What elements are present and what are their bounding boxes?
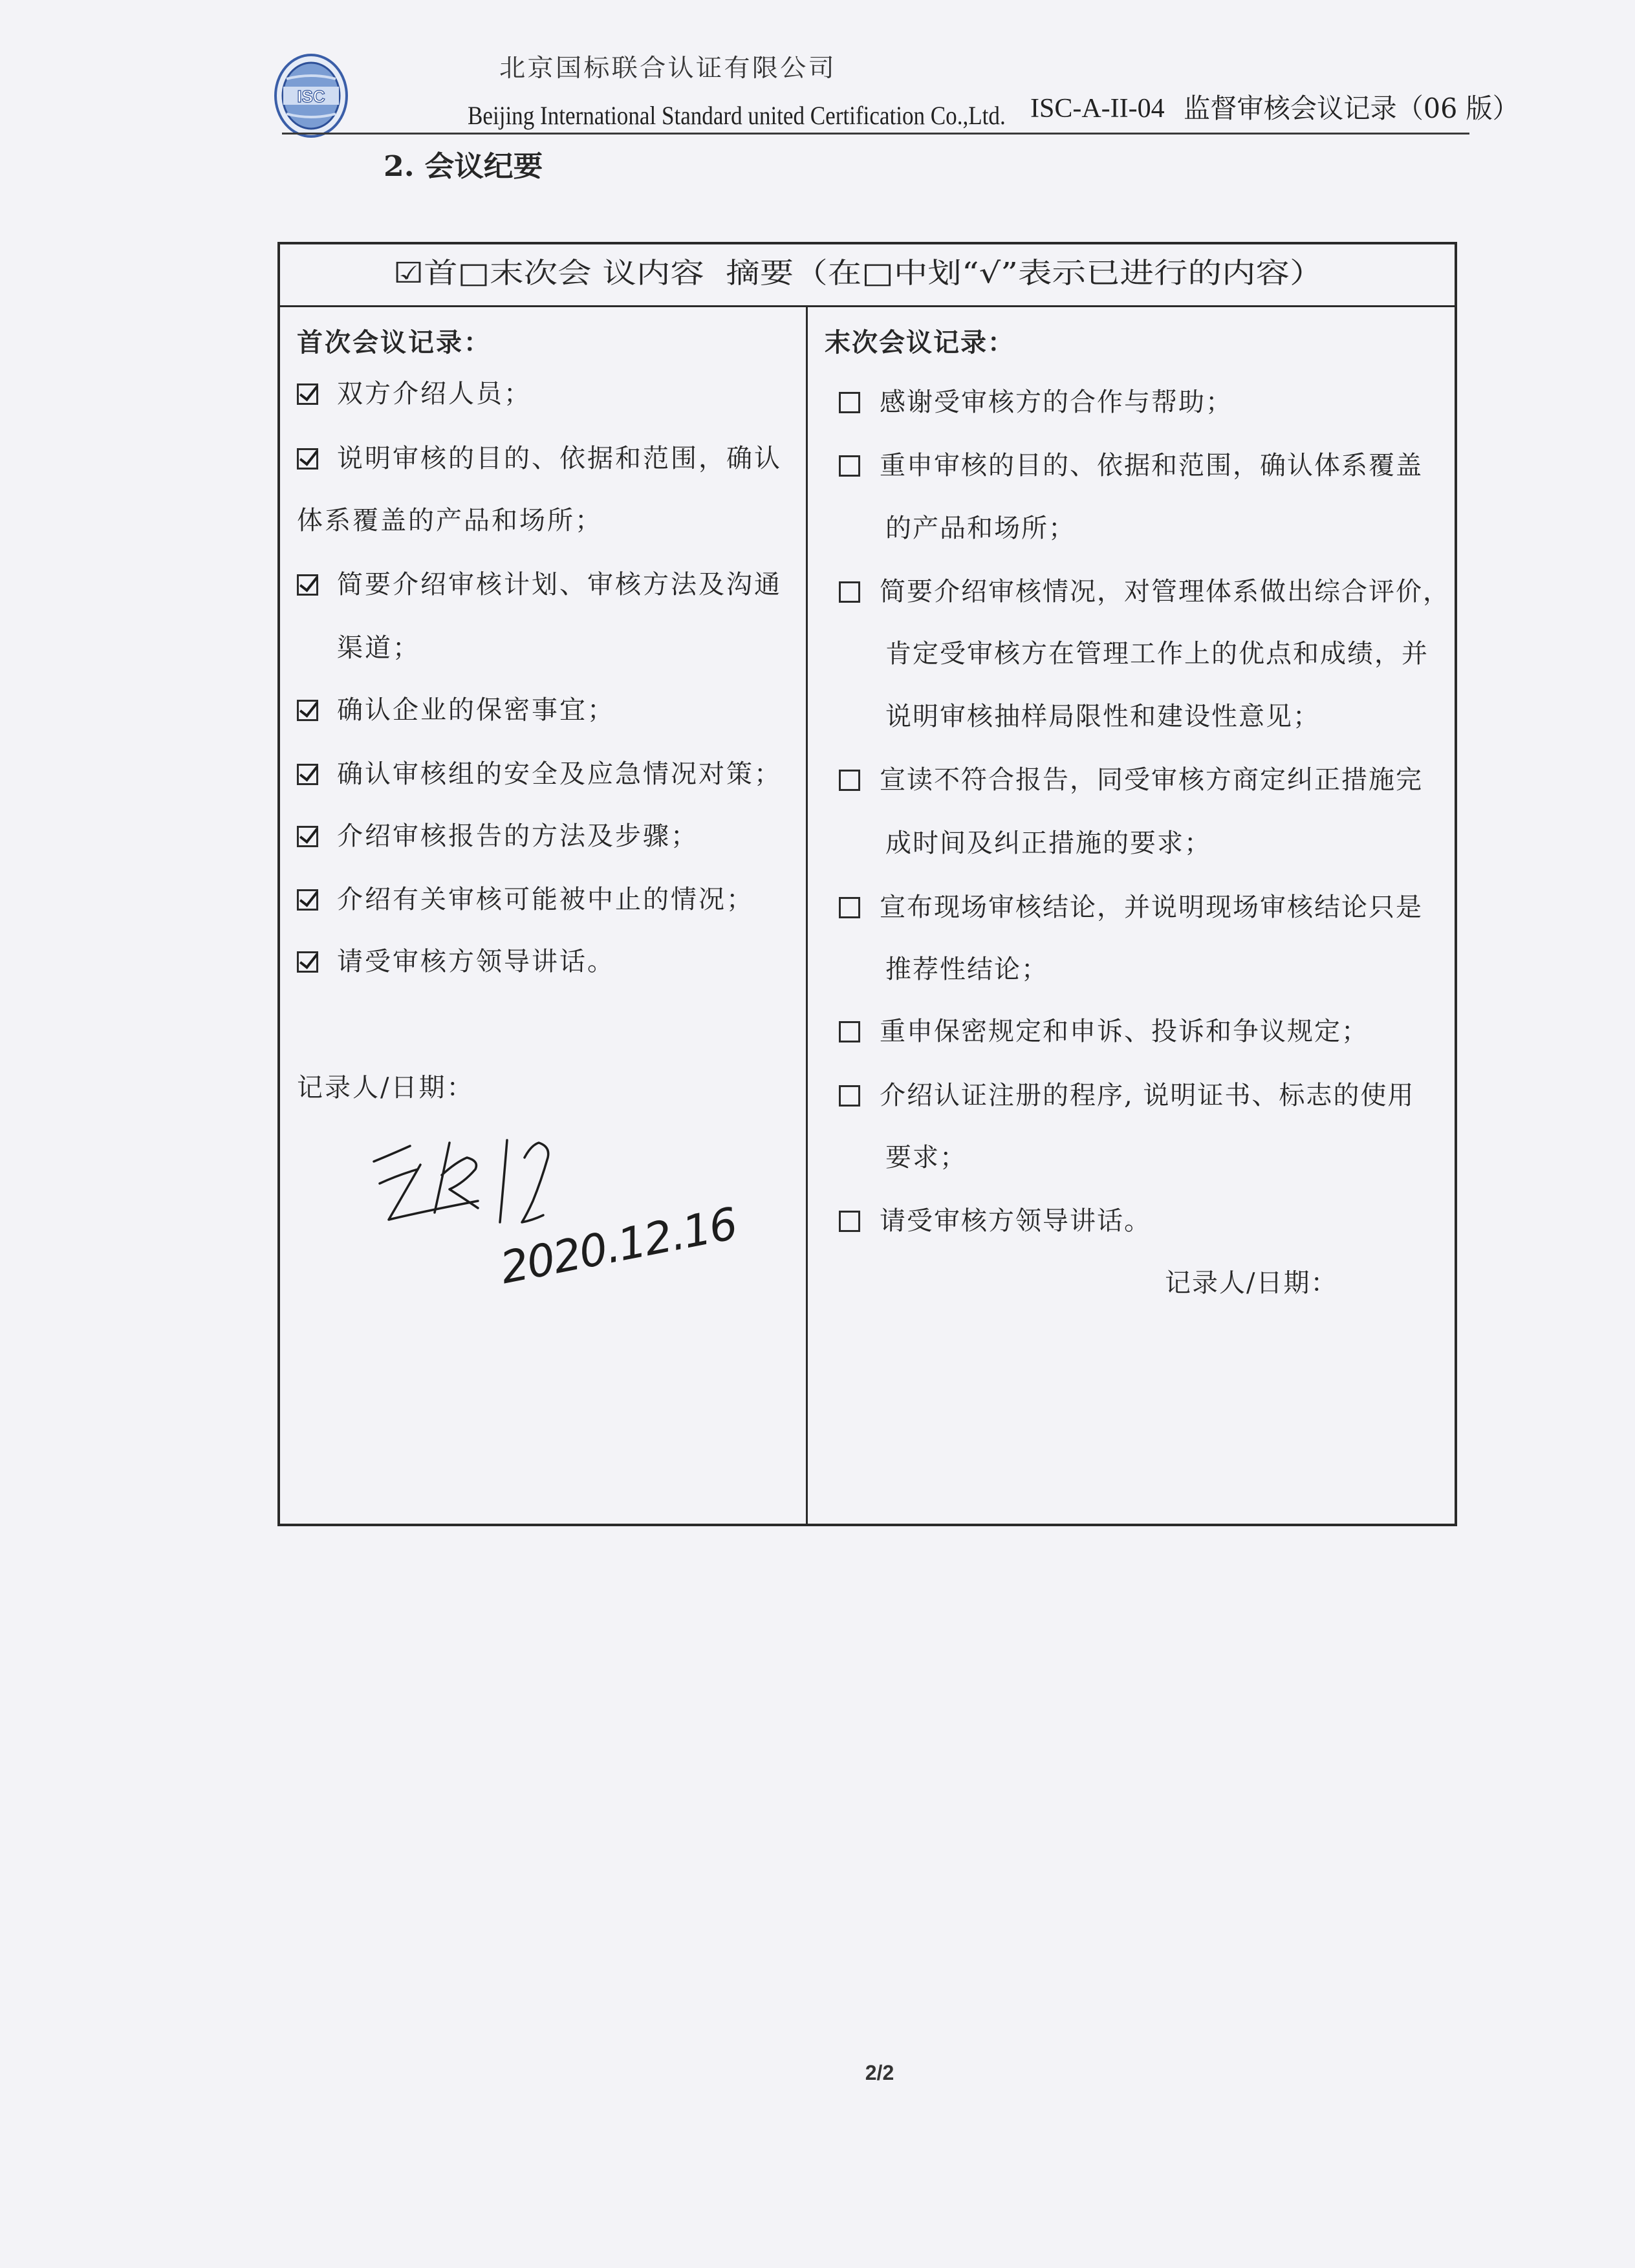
last-meeting-item-text: 介绍认证注册的程序, 说明证书、标志的使用: [880, 1081, 1415, 1110]
signature-stroke: [522, 1143, 548, 1222]
first-meeting-item-text: 体系覆盖的产品和场所；: [297, 506, 603, 535]
first-meeting-item-text: 简要介绍审核计划、审核方法及沟通: [337, 570, 782, 599]
checkbox[interactable]: [839, 897, 860, 918]
first-meeting-recorder-label: 记录人/日期：: [297, 1073, 475, 1103]
checkbox[interactable]: [839, 1211, 860, 1232]
signature: [365, 1129, 559, 1238]
signature-stroke: [374, 1146, 410, 1161]
last-meeting-item-text: 成时间及纠正措施的要求；: [885, 828, 1211, 858]
checkbox[interactable]: [839, 581, 860, 603]
first-meeting-item-text: 请受审核方领导讲话。: [337, 947, 615, 977]
table-header-text: ☑首□末次会 议内容 摘要（在□中划“√”表示已进行的内容）: [393, 257, 1324, 290]
checkbox[interactable]: [297, 574, 318, 596]
last-meeting-item-text: 推荐性结论；: [885, 955, 1048, 984]
checkbox[interactable]: [297, 700, 318, 721]
last-meeting-item-text: 重申保密规定和申诉、投诉和争议规定；: [880, 1017, 1369, 1046]
first-meeting-item-text: 双方介绍人员；: [337, 379, 532, 409]
header-divider: [282, 133, 1469, 135]
checkbox[interactable]: [839, 1085, 860, 1107]
last-meeting-item-text: 的产品和场所；: [885, 513, 1076, 543]
page-number: 2/2: [865, 2061, 894, 2084]
last-meeting-item-text: 肯定受审核方在管理工作上的优点和成绩，并: [885, 639, 1429, 669]
last-meeting-title: 末次会议记录：: [825, 327, 1015, 358]
first-meeting-item-text: 说明审核的目的、依据和范围，确认: [337, 444, 782, 473]
company-name-en: Beijing International Standard united Certification Co.,Ltd.: [468, 101, 1006, 130]
last-meeting-item-text: 重申审核的目的、依据和范围，确认体系覆盖: [880, 451, 1423, 481]
checkbox[interactable]: [839, 1021, 860, 1042]
signature-stroke: [442, 1158, 478, 1208]
section-title: 2. 会议纪要: [384, 150, 543, 183]
logo-text: ISC: [297, 87, 325, 106]
checkbox[interactable]: [839, 770, 860, 791]
checkbox[interactable]: [297, 951, 318, 973]
last-meeting-item-text: 宣读不符合报告，同受审核方商定纠正措施完: [880, 765, 1423, 795]
table-column-divider: [806, 307, 808, 1526]
last-meeting-item-text: 简要介绍审核情况，对管理体系做出综合评价，: [880, 577, 1450, 607]
first-meeting-item-text: 确认企业的保密事宜；: [337, 695, 615, 725]
company-logo: [274, 53, 349, 138]
document-code: ISC-A-II-04: [1030, 94, 1165, 124]
signature-stroke: [389, 1165, 478, 1220]
checkbox[interactable]: [297, 764, 318, 785]
first-meeting-item-text: 渠道；: [337, 633, 420, 663]
handwritten-date: 2020.12.16: [496, 1198, 741, 1295]
first-meeting-item-text: 确认审核组的安全及应急情况对策；: [337, 759, 782, 789]
signature-stroke: [435, 1143, 449, 1213]
signature-stroke: [500, 1140, 507, 1222]
company-name-cn: 北京国标联合认证有限公司: [499, 54, 837, 82]
last-meeting-item-text: 请受审核方领导讲话。: [880, 1206, 1151, 1236]
checkbox[interactable]: [297, 383, 318, 405]
document-title: 监督审核会议记录（06 版）: [1184, 92, 1519, 124]
last-meeting-item-text: 宣布现场审核结论，并说明现场审核结论只是: [880, 892, 1423, 922]
first-meeting-title: 首次会议记录：: [297, 327, 492, 358]
table-header-divider: [277, 305, 1457, 307]
last-meeting-item-text: 要求；: [885, 1143, 967, 1172]
checkbox[interactable]: [297, 826, 318, 847]
last-meeting-item-text: 感谢受审核方的合作与帮助；: [880, 387, 1233, 417]
last-meeting-recorder-label: 记录人/日期：: [1165, 1268, 1338, 1298]
first-meeting-item-text: 介绍有关审核可能被中止的情况；: [337, 885, 754, 914]
last-meeting-item-text: 说明审核抽样局限性和建设性意见；: [885, 702, 1320, 731]
checkbox[interactable]: [297, 448, 318, 470]
checkbox[interactable]: [297, 889, 318, 911]
checkbox[interactable]: [839, 392, 860, 413]
first-meeting-item-text: 介绍审核报告的方法及步骤；: [337, 821, 698, 851]
checkbox[interactable]: [839, 455, 860, 477]
